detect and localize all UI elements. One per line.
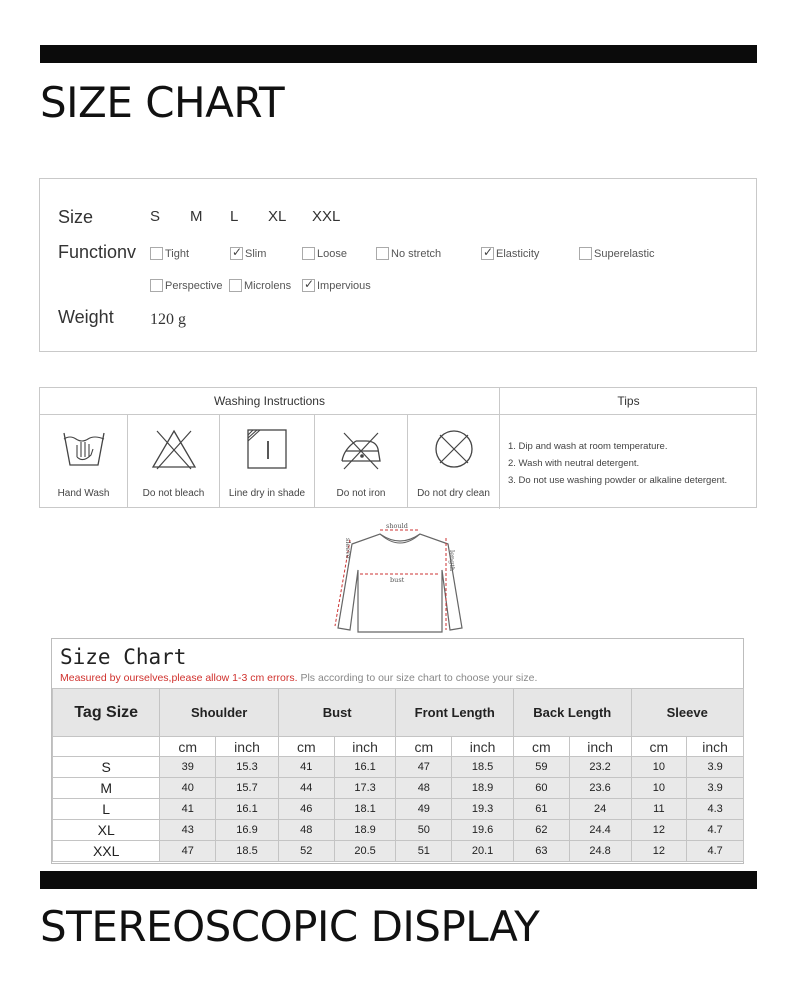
unchecked-box-icon xyxy=(579,247,592,260)
checked-box-icon xyxy=(302,279,315,292)
table-cell: 19.6 xyxy=(452,820,514,841)
tip-item: 2. Wash with neutral detergent. xyxy=(508,458,640,469)
washing-panel xyxy=(39,387,757,508)
function-option-label: No stretch xyxy=(391,247,442,260)
weight-label: Weight xyxy=(58,307,114,327)
table-row xyxy=(53,778,744,799)
table-cell: 39 xyxy=(160,757,216,778)
table-cell: 50 xyxy=(396,820,452,841)
unit-cm: cm xyxy=(160,737,216,757)
wash-item-hand-wash xyxy=(40,415,128,508)
no-bleach-icon xyxy=(149,427,199,471)
unit-inch: inch xyxy=(216,737,279,757)
unchecked-box-icon xyxy=(229,279,242,292)
wash-item-label: Line dry in shade xyxy=(228,488,306,499)
unit-inch: inch xyxy=(334,737,396,757)
table-cell: 18.5 xyxy=(452,757,514,778)
function-option-label: Microlens xyxy=(244,279,292,292)
unit-inch: inch xyxy=(452,737,514,757)
size-table xyxy=(52,688,744,862)
size-option: S xyxy=(150,208,161,225)
table-cell: 12 xyxy=(631,820,687,841)
wash-item-label: Do not dry clean xyxy=(417,488,490,499)
bottom-divider-bar xyxy=(40,871,757,889)
table-cell: 4.7 xyxy=(687,820,744,841)
table-row xyxy=(53,841,744,862)
size-label: Size xyxy=(58,207,94,227)
table-cell: 4.3 xyxy=(687,799,744,820)
top-divider-bar xyxy=(40,45,757,63)
tag-size-header: Tag Size xyxy=(53,689,160,737)
table-cell: 20.1 xyxy=(452,841,514,862)
table-cell: 3.9 xyxy=(687,778,744,799)
table-cell: 51 xyxy=(396,841,452,862)
function-option xyxy=(150,247,189,260)
table-cell: 12 xyxy=(631,841,687,862)
wash-item-label: Do not bleach xyxy=(142,488,205,499)
table-row xyxy=(53,799,744,820)
no-iron-icon xyxy=(336,427,386,471)
no-dry-clean-icon xyxy=(431,427,477,471)
size-chart-title: Size Chart xyxy=(60,645,187,669)
weight-value: 120 g xyxy=(150,311,186,328)
function-option xyxy=(376,247,441,260)
function-option-label: Superelastic xyxy=(594,247,655,260)
table-cell: 61 xyxy=(513,799,569,820)
unit-cm: cm xyxy=(278,737,334,757)
table-cell: 60 xyxy=(513,778,569,799)
table-cell: 47 xyxy=(160,841,216,862)
wash-item-label: Hand Wash xyxy=(57,488,110,499)
table-cell: 48 xyxy=(396,778,452,799)
table-cell: 24.4 xyxy=(569,820,631,841)
length-label: length xyxy=(448,550,456,572)
bust-label: bust xyxy=(390,576,405,584)
table-cell: 15.3 xyxy=(216,757,279,778)
function-option xyxy=(481,247,539,260)
table-cell: 18.5 xyxy=(216,841,279,862)
wash-item-line-dry-shade xyxy=(220,415,315,508)
stereoscopic-display-heading: STEREOSCOPIC DISPLAY xyxy=(40,902,540,951)
shoulder-header: Shoulder xyxy=(160,689,279,737)
table-cell: 17.3 xyxy=(334,778,396,799)
table-cell: 41 xyxy=(160,799,216,820)
table-cell: 4.7 xyxy=(687,841,744,862)
row-size: XL xyxy=(53,820,160,841)
table-cell: 24 xyxy=(569,799,631,820)
size-chart-table-panel xyxy=(51,638,744,864)
size-chart-note xyxy=(60,672,537,684)
function-option xyxy=(229,279,291,292)
table-cell: 18.9 xyxy=(334,820,396,841)
table-row xyxy=(53,757,744,778)
tips-header: Tips xyxy=(500,388,757,415)
function-option xyxy=(150,279,222,292)
table-cell: 40 xyxy=(160,778,216,799)
washing-divider xyxy=(499,388,500,509)
size-chart-heading: SIZE CHART xyxy=(40,78,285,127)
wash-item-label: Do not iron xyxy=(336,488,386,499)
function-label: Functionv xyxy=(58,242,137,262)
unit-inch: inch xyxy=(569,737,631,757)
function-option xyxy=(302,279,371,292)
function-option-label: Tight xyxy=(165,247,190,260)
sleeve-header: Sleeve xyxy=(631,689,744,737)
size-option: XXL xyxy=(312,208,341,225)
table-cell: 16.9 xyxy=(216,820,279,841)
wash-item-no-bleach xyxy=(128,415,220,508)
row-size: XXL xyxy=(53,841,160,862)
tip-item: 1. Dip and wash at room temperature. xyxy=(508,441,668,452)
unchecked-box-icon xyxy=(150,247,163,260)
function-option xyxy=(230,247,266,260)
table-cell: 59 xyxy=(513,757,569,778)
function-option xyxy=(302,247,347,260)
table-row xyxy=(53,820,744,841)
table-cell: 23.2 xyxy=(569,757,631,778)
note-gray: Pls according to our size chart to choose your size. xyxy=(297,672,538,684)
garment-measure-diagram xyxy=(330,520,470,638)
table-cell: 48 xyxy=(278,820,334,841)
table-cell: 20.5 xyxy=(334,841,396,862)
function-option xyxy=(579,247,655,260)
function-option-label: Impervious xyxy=(317,279,371,292)
table-cell: 43 xyxy=(160,820,216,841)
table-cell: 63 xyxy=(513,841,569,862)
table-cell: 41 xyxy=(278,757,334,778)
function-option-label: Perspective xyxy=(165,279,223,292)
row-size: L xyxy=(53,799,160,820)
table-cell: 10 xyxy=(631,757,687,778)
table-cell: 15.7 xyxy=(216,778,279,799)
table-cell: 19.3 xyxy=(452,799,514,820)
should-label: should xyxy=(386,522,408,530)
table-cell: 18.1 xyxy=(334,799,396,820)
row-size: M xyxy=(53,778,160,799)
table-cell: 16.1 xyxy=(334,757,396,778)
spec-panel xyxy=(39,178,757,352)
size-option: XL xyxy=(268,208,287,225)
tip-item: 3. Do not use washing powder or alkaline detergent. xyxy=(508,475,728,486)
table-cell: 16.1 xyxy=(216,799,279,820)
tips-list xyxy=(508,438,727,489)
size-option: L xyxy=(230,208,239,225)
unit-cm: cm xyxy=(396,737,452,757)
unit-cm: cm xyxy=(631,737,687,757)
bust-header: Bust xyxy=(278,689,396,737)
table-cell: 62 xyxy=(513,820,569,841)
unit-inch: inch xyxy=(687,737,744,757)
checked-box-icon xyxy=(230,247,243,260)
back-length-header: Back Length xyxy=(513,689,631,737)
hand-wash-icon xyxy=(60,427,108,471)
unchecked-box-icon xyxy=(150,279,163,292)
function-option-label: Slim xyxy=(245,247,267,260)
row-size: S xyxy=(53,757,160,778)
unchecked-box-icon xyxy=(302,247,315,260)
table-cell: 44 xyxy=(278,778,334,799)
washing-header: Washing Instructions xyxy=(40,388,499,415)
table-cell: 23.6 xyxy=(569,778,631,799)
table-cell: 18.9 xyxy=(452,778,514,799)
line-dry-shade-icon xyxy=(244,427,290,471)
table-cell: 52 xyxy=(278,841,334,862)
table-cell: 3.9 xyxy=(687,757,744,778)
sleeve-label: sleeve xyxy=(344,538,352,559)
note-red: Measured by ourselves,please allow 1-3 cm errors. xyxy=(60,672,298,684)
function-option-label: Loose xyxy=(317,247,347,260)
table-cell: 49 xyxy=(396,799,452,820)
unit-spacer xyxy=(53,737,160,757)
wash-item-no-dry-clean xyxy=(408,415,499,508)
table-cell: 47 xyxy=(396,757,452,778)
unchecked-box-icon xyxy=(376,247,389,260)
front-length-header: Front Length xyxy=(396,689,514,737)
table-cell: 46 xyxy=(278,799,334,820)
size-option: M xyxy=(190,208,203,225)
checked-box-icon xyxy=(481,247,494,260)
function-option-label: Elasticity xyxy=(496,247,540,260)
table-cell: 24.8 xyxy=(569,841,631,862)
table-cell: 11 xyxy=(631,799,687,820)
wash-item-no-iron xyxy=(315,415,408,508)
table-cell: 10 xyxy=(631,778,687,799)
unit-cm: cm xyxy=(513,737,569,757)
